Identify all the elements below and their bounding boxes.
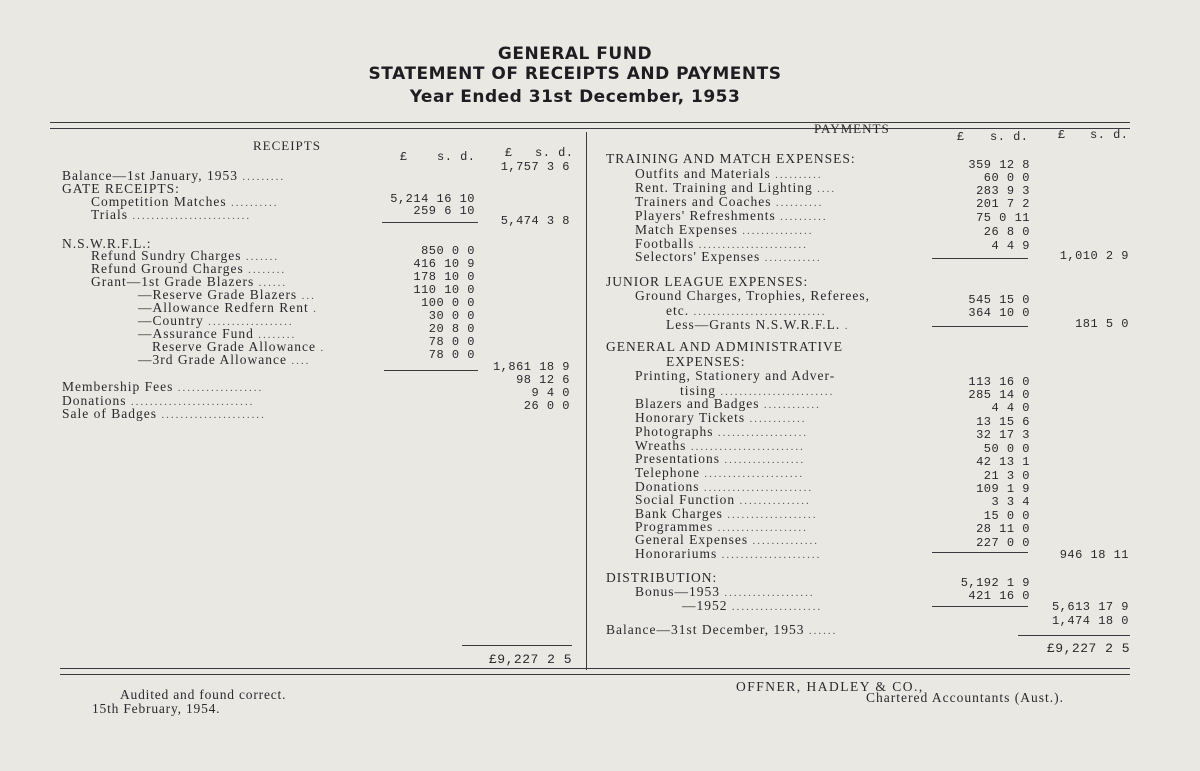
leader-dots: . [844,320,850,332]
receipts-pound-col-2: £ [505,146,513,160]
leader-dots: ....................... [703,482,814,494]
leader-dots: .......... [775,169,823,181]
item-amount: 201 7 2 [976,197,1030,211]
item-amount: 60 0 0 [983,171,1030,185]
subtotal-rule [932,606,1028,607]
section-heading-training: TRAINING AND MATCH EXPENSES: [606,151,856,166]
section-heading-junior: JUNIOR LEAGUE EXPENSES: [606,274,809,289]
item-label: Telephone [635,465,701,480]
leader-dots: ........ [258,329,297,341]
item-label: Trials [91,207,129,222]
receipts-sd-col-1: s. d. [437,150,476,164]
section-total-distribution: 5,613 17 9 [1051,600,1129,614]
item-amount: 3 3 4 [991,495,1030,509]
item-label: tising [680,383,717,398]
leader-dots: ...... [808,625,838,637]
leader-dots: .................. [208,316,294,328]
list-item [62,406,266,422]
item-label: Wreaths [635,438,687,453]
payments-heading: PAYMENTS [814,121,890,136]
item-amount: 50 0 0 [983,442,1030,456]
top-rule-upper [50,122,1130,123]
item-amount: 109 1 9 [976,482,1030,496]
list-item [138,352,310,368]
leader-dots: .... [291,355,311,367]
item-label: Programmes [635,519,714,534]
list-item [682,598,822,614]
leader-dots: ............... [742,225,814,237]
leader-dots: ...................... [161,409,266,421]
list-item: GATE RECEIPTS: [62,181,180,196]
item-amount: 4 4 9 [991,239,1030,253]
leader-dots: . [313,303,318,315]
item-amount: 178 10 0 [413,270,475,284]
leader-dots: . [320,342,326,354]
item-amount: 100 0 0 [421,296,475,310]
item-amount: 421 16 0 [968,589,1030,603]
leader-dots: ............ [764,252,822,264]
item-label: Honorary Tickets [635,410,746,425]
payments-grand-total: £9,227 2 5 [1046,641,1130,656]
item-total: 9 4 0 [531,386,570,400]
section-heading-distribution: DISTRIBUTION: [606,570,718,585]
leader-dots: ......................... [132,210,252,222]
item-amount: 28 11 0 [976,522,1030,536]
item-label: —Country [138,313,204,328]
balance-amount: 1,474 18 0 [1051,614,1129,628]
item-amount: 4 4 0 [991,401,1030,415]
payments-sd-col-1: s. d. [990,130,1029,144]
list-item: Printing, Stationery and Adver- [635,368,836,383]
payments-total-rule [1018,635,1130,636]
item-label: Match Expenses [635,222,738,237]
item-label: —Allowance Redfern Rent [138,300,309,315]
leader-dots: ................... [731,601,823,613]
item-amount: 113 16 0 [968,375,1030,389]
leader-dots: ................... [727,509,818,521]
leader-dots: ...... [258,277,288,289]
leader-dots: ............... [739,495,811,507]
item-label: Blazers and Badges [635,396,760,411]
leader-dots: ............ [763,399,821,411]
list-item [635,249,822,265]
item-label: Reserve Grade Allowance [152,339,316,354]
footer-audited: Audited and found correct. [120,687,287,702]
item-label: Grant—1st Grade Blazers [91,274,255,289]
item-label: Competition Matches [91,194,227,209]
item-label: Players' Refreshments [635,208,776,223]
leader-dots: ... [301,290,316,302]
item-label: Sale of Badges [62,406,157,421]
top-rule-lower [50,128,1130,129]
item-amount: 13 15 6 [976,415,1030,429]
leader-dots: ......... [242,171,286,183]
item-label: Refund Ground Charges [91,261,244,276]
item-label: Footballs [635,236,695,251]
leader-dots: ........ [248,264,287,276]
payments-sd-col-2: s. d. [1090,128,1129,142]
item-amount: 545 15 0 [968,293,1030,307]
leader-dots: ................... [724,587,815,599]
item-label: Balance—1st January, 1953 [62,168,238,183]
item-amount: 850 0 0 [421,244,475,258]
list-item [91,207,251,223]
item-label: Outfits and Materials [635,166,771,181]
item-amount: 259 6 10 [413,204,475,218]
item-amount: 42 13 1 [976,455,1030,469]
item-amount: 26 8 0 [983,225,1030,239]
item-total: 98 12 6 [516,373,570,387]
item-label: Less—Grants N.S.W.R.F.L. [666,317,841,332]
item-total: 5,474 3 8 [500,214,570,228]
item-label: Photographs [635,424,714,439]
item-amount: 21 3 0 [983,469,1030,483]
leader-dots: .......................... [130,396,255,408]
item-amount: 78 0 0 [428,348,475,362]
title-line-1: GENERAL FUND [497,44,653,64]
leader-dots: .......... [775,197,824,209]
footer-firm-title: Chartered Accountants (Aust.). [866,690,1064,705]
item-amount: 30 0 0 [428,309,475,323]
item-label: General Expenses [635,532,749,547]
receipts-pound-col-1: £ [400,150,408,164]
item-label: Trainers and Coaches [635,194,772,209]
item-label: Membership Fees [62,379,174,394]
footer-firm: OFFNER, HADLEY & CO., [736,679,924,694]
section-heading-admin: GENERAL AND ADMINISTRATIVE [606,339,843,354]
item-label: Social Function [635,492,736,507]
item-label: Rent. Training and Lighting [635,180,813,195]
list-item: Ground Charges, Trophies, Referees, [635,288,870,303]
leader-dots: ................... [717,427,809,439]
subtotal-rule [932,258,1028,259]
section-total-junior: 181 5 0 [1075,317,1129,331]
leader-dots: ........................ [720,386,835,398]
receipts-heading: RECEIPTS [253,138,321,153]
item-label: —1952 [682,598,728,613]
item-total: 1,861 18 9 [492,360,570,374]
title-line-3: Year Ended 31st December, 1953 [409,87,741,107]
leader-dots: ............ [749,413,807,425]
item-total: 1,757 3 6 [500,160,570,174]
payments-pound-col-1: £ [957,130,965,144]
center-divider [586,132,587,670]
leader-dots: ................... [717,522,808,534]
item-amount: 285 14 0 [968,388,1030,402]
item-amount: 78 0 0 [428,335,475,349]
bottom-rule-upper [60,668,1130,669]
item-amount: 75 0 11 [976,211,1030,225]
subtotal-rule [932,326,1028,327]
leader-dots: .......... [780,211,828,223]
leader-dots: ............................ [693,306,827,318]
item-label: —Assurance Fund [138,326,254,341]
item-amount: 5,214 16 10 [390,192,475,206]
payments-pound-col-2: £ [1058,128,1066,142]
item-amount: 110 10 0 [413,283,475,297]
leader-dots: ....... [245,251,280,263]
item-label: etc. [666,303,690,318]
leader-dots: ....................... [698,239,808,251]
leader-dots: ........................ [690,441,805,453]
list-item: N.S.W.R.F.L.: [62,236,152,251]
receipts-grand-total: £9,227 2 5 [488,652,572,667]
item-amount: 15 0 0 [983,509,1030,523]
item-amount: 359 12 8 [968,158,1030,172]
item-label: —3rd Grade Allowance [138,352,287,367]
item-label: Selectors' Expenses [635,249,761,264]
title-line-2: STATEMENT OF RECEIPTS AND PAYMENTS [368,64,782,84]
leader-dots: .......... [230,197,279,209]
receipts-total-rule [462,645,572,646]
leader-dots: .... [817,183,837,195]
item-label: Donations [62,393,127,408]
leader-dots: ..................... [704,468,805,480]
item-label: Bank Charges [635,506,723,521]
item-label: Bonus—1953 [635,584,721,599]
list-item [635,546,821,562]
item-total: 26 0 0 [523,399,570,413]
item-amount: 5,192 1 9 [960,576,1030,590]
bottom-rule-lower [60,674,1130,675]
item-label: Donations [635,479,700,494]
leader-dots: ..................... [721,549,822,561]
receipts-sd-col-2: s. d. [535,146,574,160]
footer-date: 15th February, 1954. [92,701,221,716]
item-label: Refund Sundry Charges [91,248,242,263]
item-amount: 32 17 3 [976,428,1030,442]
section-total-training: 1,010 2 9 [1059,249,1129,263]
item-label: Balance—31st December, 1953 [606,622,805,637]
subtotal-rule [932,552,1028,553]
item-amount: 283 9 3 [976,184,1030,198]
list-item-balance [606,622,837,638]
item-amount: 227 0 0 [976,536,1030,550]
leader-dots: ................. [724,454,806,466]
item-label: Presentations [635,451,720,466]
section-heading-admin-2: EXPENSES: [666,354,746,369]
item-amount: 364 10 0 [968,306,1030,320]
subtotal-rule [382,222,478,223]
item-amount: 20 8 0 [428,322,475,336]
list-item [666,317,849,333]
leader-dots: .............. [752,535,819,547]
item-label: Honorariums [635,546,718,561]
section-total-admin: 946 18 11 [1059,548,1129,562]
subtotal-rule [384,370,478,371]
leader-dots: .................. [177,382,264,394]
item-label: —Reserve Grade Blazers [138,287,298,302]
item-amount: 416 10 9 [413,257,475,271]
